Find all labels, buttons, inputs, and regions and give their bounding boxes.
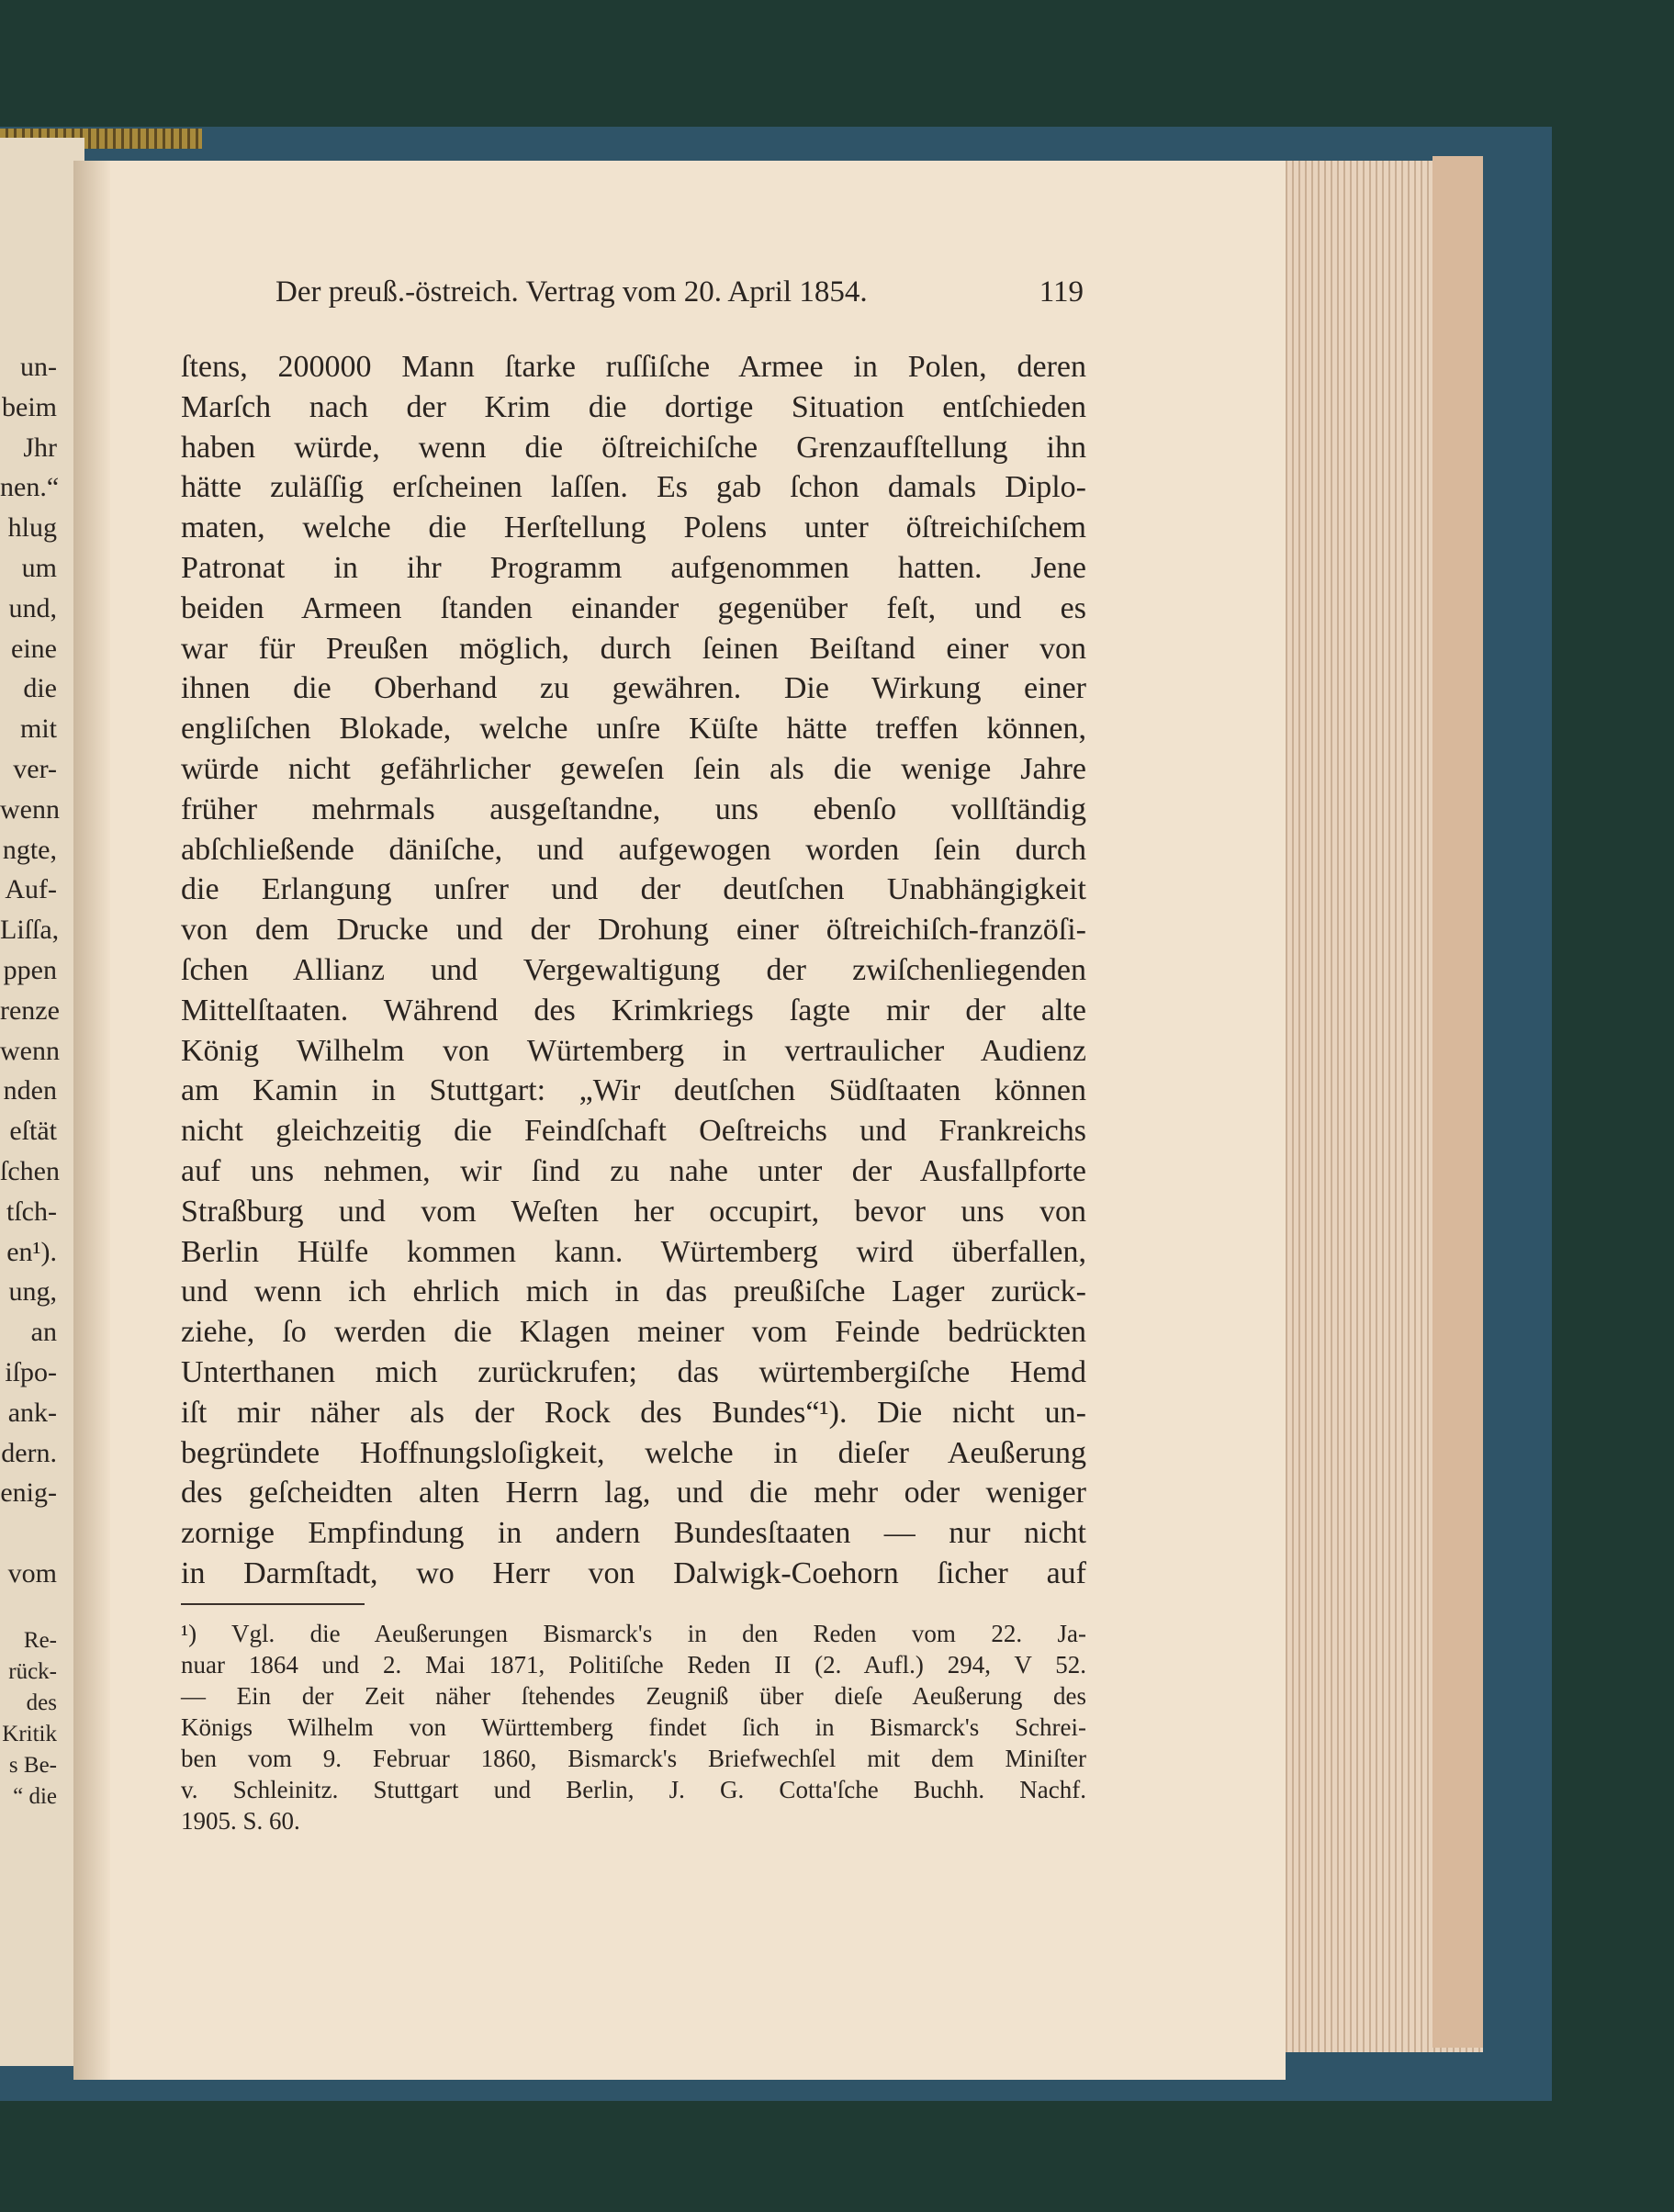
left-page-line: an — [30, 1317, 57, 1348]
text-line: ihnen die Oberhand zu gewähren. Die Wirkung einer — [181, 671, 1086, 706]
left-page-footnote-line: Re- — [23, 1628, 57, 1653]
left-page-line: beim — [2, 391, 57, 422]
left-page-footnote-line: “ die — [13, 1784, 57, 1809]
text-line: hätte zuläſſig erſcheinen laſſen. Es gab ſchon damals Diplo- — [181, 470, 1086, 505]
text-line: war für Preußen möglich, durch ſeinen Beiſtand einer von — [181, 631, 1086, 666]
left-page-line: iſpo- — [5, 1356, 57, 1387]
text-line: Unterthanen mich zurückrufen; das würtembergiſche Hemd — [181, 1354, 1086, 1389]
footnote-line: ben vom 9. Februar 1860, Bismarck's Briefwechſel mit dem Miniſter — [181, 1745, 1086, 1772]
text-line: würde nicht gefährlicher geweſen ſein als die wenige Jahre — [181, 751, 1086, 786]
left-page-line: enig- — [0, 1477, 57, 1509]
left-page-line: um — [21, 552, 57, 583]
left-page-line: ſchen — [0, 1155, 60, 1186]
left-page-line: ver- — [13, 753, 57, 784]
page-block-edge — [1432, 156, 1483, 2048]
left-page-line: en¹). — [6, 1236, 57, 1267]
left-page-text — [0, 347, 60, 1594]
left-page-line: ppen — [3, 954, 57, 985]
text-line: haben würde, wenn die öſtreichiſche Grenzaufſtellung ihn — [181, 430, 1086, 465]
text-line: Patronat in ihr Programm aufgenommen hatten. Jene — [181, 550, 1086, 585]
text-line: in Darmſtadt, wo Herr von Dalwigk-Coehorn ſicher auf — [181, 1555, 1086, 1590]
left-page-line — [0, 1513, 57, 1554]
left-page-line: un- — [20, 352, 57, 382]
text-line: am Kamin in Stuttgart: „Wir deutſchen Südſtaaten können — [181, 1073, 1086, 1108]
footnote-line: Königs Wilhelm von Württemberg findet ſich in Bismarck's Schrei- — [181, 1713, 1086, 1741]
running-title: Der preuß.-östreich. Vertrag vom 20. April 1854. — [275, 275, 868, 309]
text-line: engliſchen Blokade, welche unſre Küſte hätte treffen können, — [181, 712, 1086, 747]
text-line: begründete Hoffnungsloſigkeit, welche in dieſer Aeußerung — [181, 1435, 1086, 1470]
running-header — [275, 275, 1084, 309]
footnote — [181, 1618, 1086, 1836]
left-page-line: tſch- — [6, 1196, 57, 1227]
text-line: Straßburg und vom Weſten her occupirt, bevor uns von — [181, 1194, 1086, 1229]
text-line: ſchen Allianz und Vergewaltigung der zwiſchenliegenden — [181, 952, 1086, 987]
left-page-line: ung, — [8, 1276, 57, 1308]
left-page-line: nen.“ — [0, 472, 60, 503]
left-page-line: mit — [19, 713, 57, 745]
left-page-line: hlug — [7, 512, 57, 544]
left-page-line: vom — [7, 1557, 57, 1589]
gutter — [73, 161, 110, 2080]
left-page-line: dern. — [1, 1437, 57, 1468]
text-line: ſtens, 200000 Mann ſtarke ruſſiſche Armee in Polen, deren — [181, 350, 1086, 384]
text-line: König Wilhelm von Würtemberg in vertraulicher Audienz — [181, 1033, 1086, 1068]
left-page-line: Liſſa, — [0, 915, 60, 946]
text-line: früher mehrmals ausgeſtandne, uns ebenſo vollſtändig — [181, 792, 1086, 826]
text-line: maten, welche die Herſtellung Polens unter öſtreichiſchem — [181, 511, 1086, 545]
text-line: und wenn ich ehrlich mich in das preußiſche Lager zurück- — [181, 1274, 1086, 1309]
text-line: Berlin Hülfe kommen kann. Würtemberg wird überfallen, — [181, 1234, 1086, 1269]
text-line: von dem Drucke und der Drohung einer öſtreichiſch-franzöſi- — [181, 913, 1086, 948]
left-page-footnote-line: rück- — [8, 1659, 57, 1684]
text-line: die Erlangung unſrer und der deutſchen Unabhängigkeit — [181, 872, 1086, 907]
footnote-line: nuar 1864 und 2. Mai 1871, Politiſche Reden II (2. Aufl.) 294, V 52. — [181, 1651, 1086, 1679]
text-line: Marſch nach der Krim die dortige Situation entſchieden — [181, 389, 1086, 424]
left-page-footnote-line: des — [26, 1690, 57, 1715]
text-line: nicht gleichzeitig die Feindſchaft Oeſtreichs und Frankreichs — [181, 1114, 1086, 1149]
left-page-line: renze — [0, 994, 60, 1026]
text-line: iſt mir näher als der Rock des Bundes“¹). Die nicht un- — [181, 1395, 1086, 1430]
left-page-line: die — [23, 673, 57, 704]
page-number: 119 — [1039, 275, 1084, 309]
body-text — [181, 347, 1086, 1594]
text-line: zornige Empfindung in andern Bundesſtaaten — nur nicht — [181, 1516, 1086, 1551]
text-line: abſchließende däniſche, und aufgewogen worden ſein durch — [181, 832, 1086, 867]
left-page-line: nden — [3, 1075, 57, 1106]
left-page-line: ngte, — [2, 834, 57, 865]
left-page-line: wenn — [0, 793, 60, 825]
footnote-rule — [181, 1603, 365, 1605]
left-page-line: Jhr — [23, 432, 57, 463]
text-line: Mittelſtaaten. Während des Krimkriegs ſagte mir der alte — [181, 993, 1086, 1027]
text-line: ziehe, ſo werden die Klagen meiner vom Feinde bedrückten — [181, 1315, 1086, 1350]
footnote-line: v. Schleinitz. Stuttgart und Berlin, J. G. Cotta'ſche Buchh. Nachf. — [181, 1776, 1086, 1803]
footnote-line: — Ein der Zeit näher ſtehendes Zeugniß über dieſe Aeußerung des — [181, 1682, 1086, 1710]
footnote-line: 1905. S. 60. — [181, 1807, 300, 1835]
text-line: des geſcheidten alten Herrn lag, und die mehr oder weniger — [181, 1476, 1086, 1510]
left-page-line: wenn — [0, 1035, 60, 1066]
left-page-line: und, — [8, 592, 57, 623]
text-line: auf uns nehmen, wir ſind zu nahe unter der Ausfallpforte — [181, 1153, 1086, 1188]
left-page-line: Auf- — [5, 874, 57, 905]
left-page-footnote — [0, 1625, 57, 1813]
text-line: beiden Armeen ſtanden einander gegenüber feſt, und es — [181, 590, 1086, 625]
left-page-footnote-line: Kritik — [2, 1722, 57, 1746]
left-page-footnote-line: s Be- — [8, 1753, 57, 1778]
left-page-line: ank- — [7, 1397, 57, 1428]
left-page-line: eine — [11, 633, 57, 664]
footnote-line: ¹) Vgl. die Aeußerungen Bismarck's in den Reden vom 22. Ja- — [181, 1620, 1086, 1647]
left-page-line: eſtät — [9, 1116, 57, 1147]
